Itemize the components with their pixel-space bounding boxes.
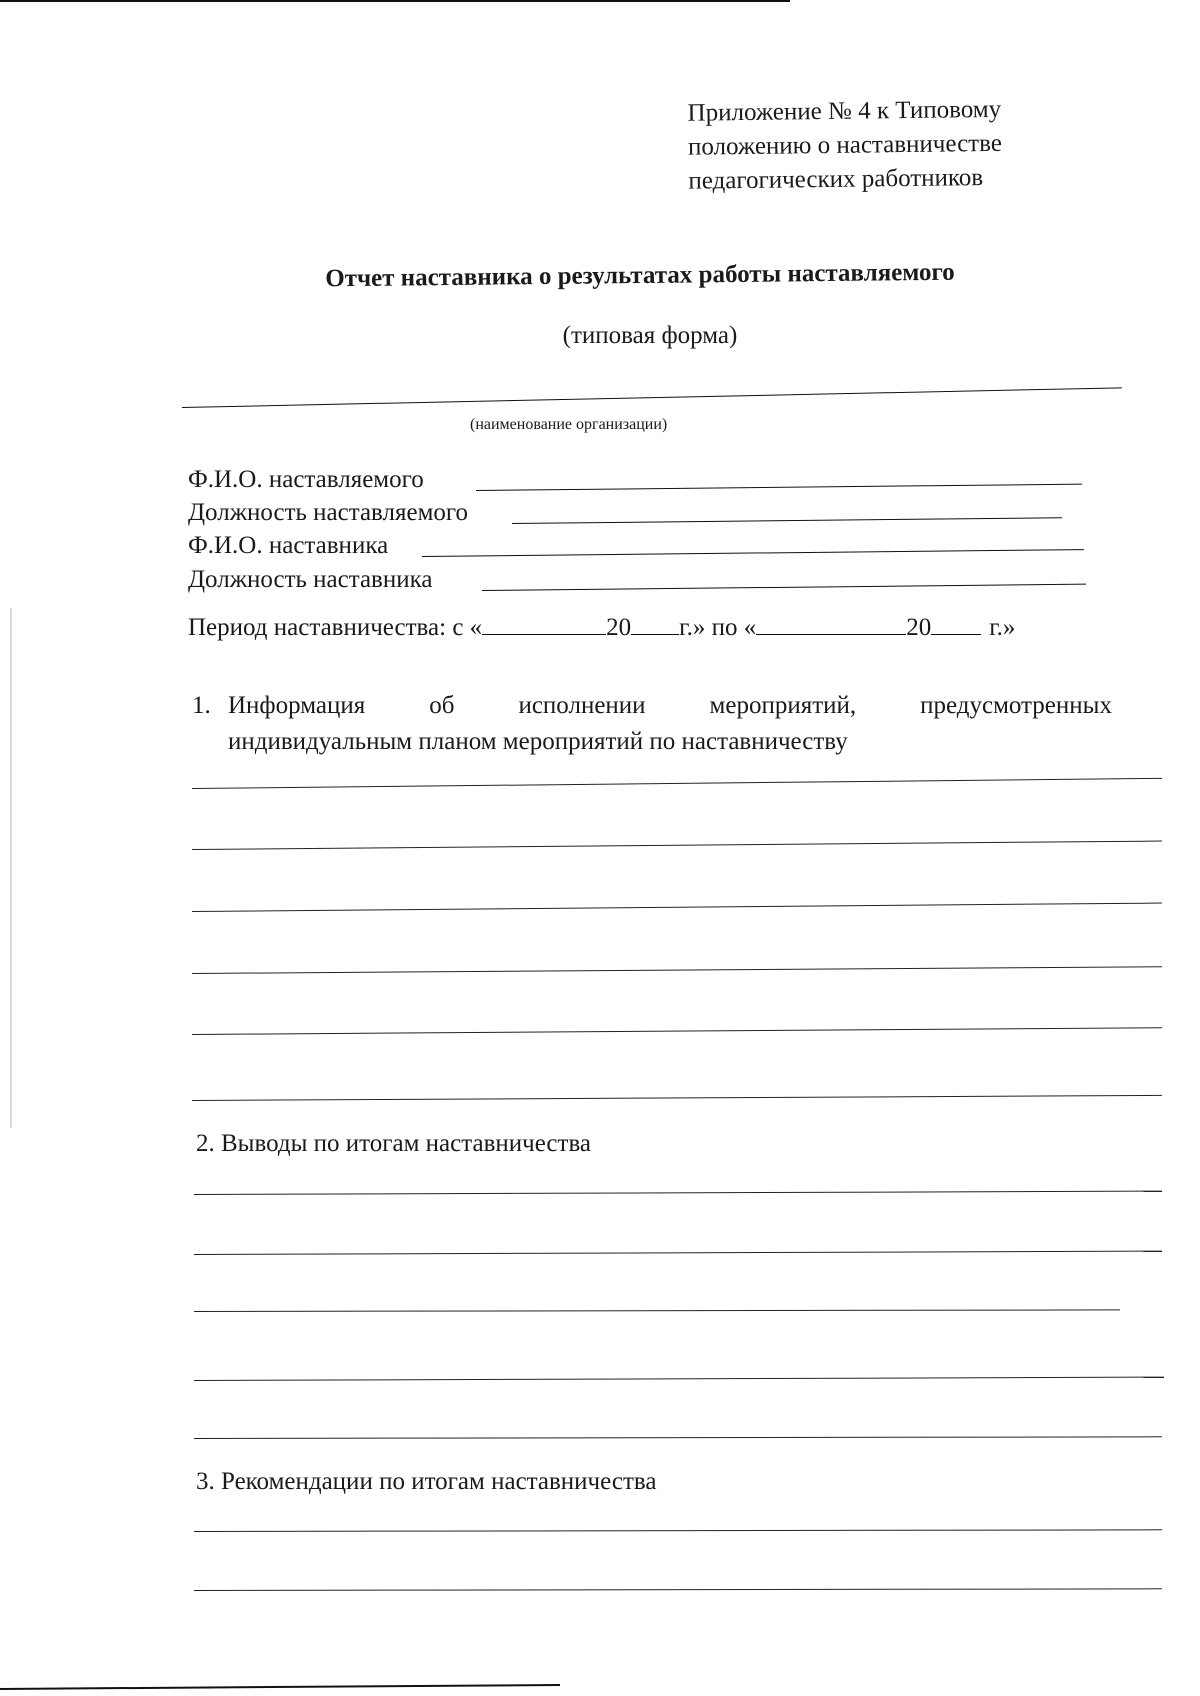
section-1-word: мероприятий, [709, 692, 857, 719]
mentoring-period [188, 612, 1015, 642]
mentor-position-label: Должность наставника [188, 566, 433, 593]
section-1-answer-line[interactable] [192, 778, 1162, 789]
period-end-year-blank[interactable] [931, 612, 981, 635]
section-3-answer-line[interactable] [194, 1529, 1162, 1532]
period-start-year: 20 [606, 614, 632, 641]
organization-line[interactable] [182, 387, 1122, 408]
section-1-line-1 [228, 692, 1112, 720]
section-1-word: предусмотренных [920, 692, 1112, 719]
mentor-position-line[interactable] [482, 584, 1086, 591]
period-end: г.» [989, 614, 1016, 641]
appendix-note [687, 91, 1128, 198]
section-2-answer-line[interactable] [194, 1309, 1120, 1312]
section-1-line-2: индивидуальным планом мероприятий по наставничеству [228, 728, 848, 755]
mentor-name-label: Ф.И.О. наставника [188, 532, 389, 559]
section-1-answer-line[interactable] [192, 903, 1162, 912]
period-mid: г.» по « [679, 614, 757, 641]
scan-edge-bottom [0, 1684, 560, 1690]
appendix-line-1: Приложение № 4 к Типовому [687, 95, 1002, 127]
section-1-answer-line[interactable] [192, 1027, 1162, 1035]
mentor-name-line[interactable] [422, 549, 1084, 557]
section-1-word: об [429, 692, 455, 719]
organization-caption: (наименование организации) [470, 416, 668, 433]
section-2-answer-line[interactable] [194, 1436, 1162, 1439]
document-title: Отчет наставника о результатах работы наставляемого [325, 258, 955, 293]
period-start-year-blank[interactable] [631, 612, 679, 635]
section-1-answer-line[interactable] [192, 841, 1162, 850]
period-label: Период наставничества: с « [188, 614, 483, 641]
section-1-answer-line[interactable] [192, 966, 1162, 974]
period-end-year: 20 [906, 614, 932, 641]
section-3-heading: 3. Рекомендации по итогам наставничества [196, 1468, 657, 1495]
section-1-word: Информация [228, 692, 366, 719]
mentee-position-line[interactable] [512, 517, 1062, 524]
period-start-blank[interactable] [482, 612, 606, 635]
section-3-answer-line[interactable] [194, 1588, 1162, 1591]
section-2-answer-line[interactable] [194, 1377, 1164, 1381]
period-end-blank[interactable] [756, 612, 906, 635]
mentee-position-label: Должность наставляемого [188, 499, 469, 526]
section-1-answer-line[interactable] [192, 1095, 1162, 1101]
section-1-number: 1. [192, 692, 211, 719]
section-2-answer-line[interactable] [194, 1251, 1162, 1255]
section-1-word: исполнении [518, 692, 646, 719]
scan-margin-mark [10, 608, 12, 1128]
section-2-heading: 2. Выводы по итогам наставничества [196, 1130, 592, 1157]
mentee-name-line[interactable] [476, 484, 1082, 491]
section-2-answer-line[interactable] [194, 1191, 1162, 1195]
appendix-line-3: педагогических работников [688, 164, 984, 195]
mentee-name-label: Ф.И.О. наставляемого [188, 466, 424, 493]
appendix-line-2: положению о наставничестве [687, 129, 1003, 161]
document-subtitle: (типовая форма) [562, 322, 738, 349]
scan-edge-top [0, 0, 790, 2]
